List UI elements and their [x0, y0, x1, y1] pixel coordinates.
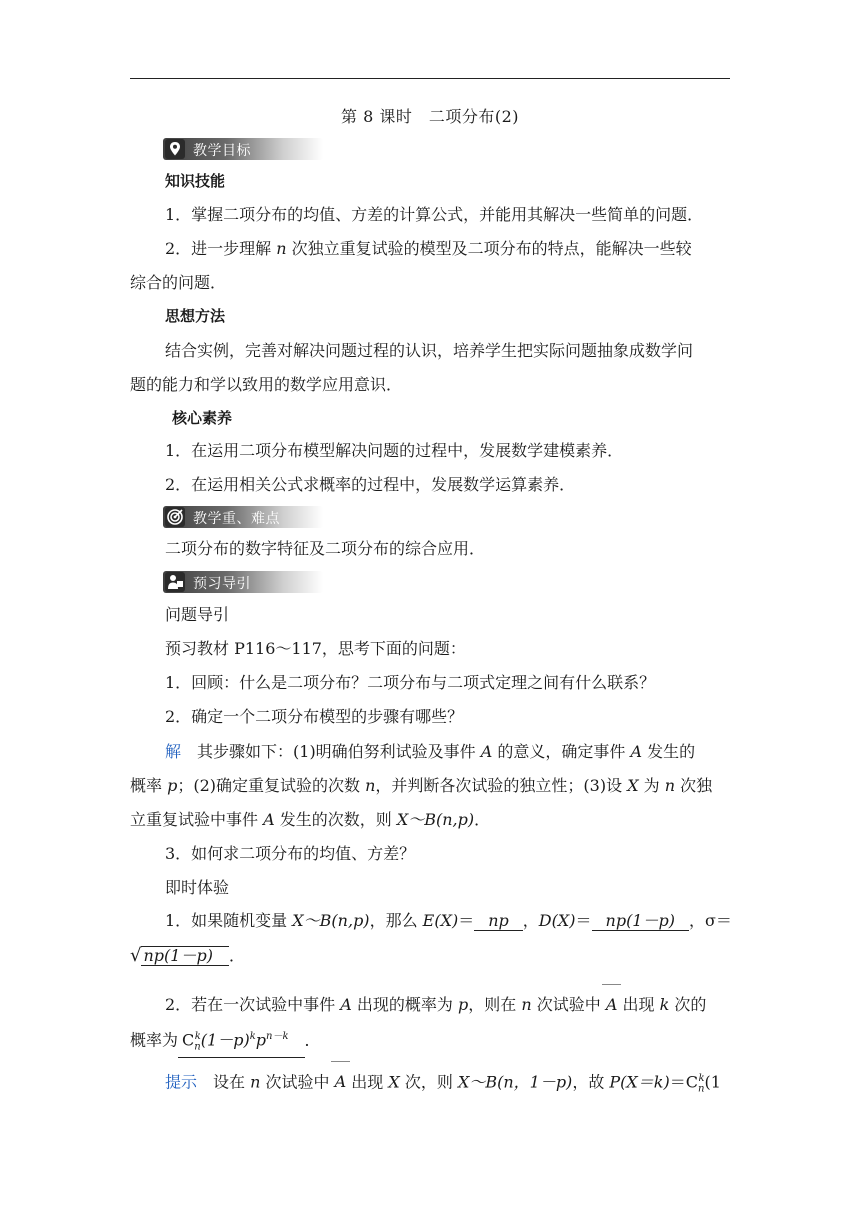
answer-line-2: 概率 p；(2)确定重复试验的次数 n，并判断各次试验的独立性；(3)设 X 为 n 次独 — [130, 776, 713, 795]
knowledge-item-2: 2．进一步理解 n 次独立重复试验的模型及二项分布的特点，能解决一些较 — [165, 239, 692, 258]
exercise-2-line-1: 2．若在一次试验中事件 A 出现的概率为 p，则在 n 次试验中 A 出现 k 次的 — [165, 995, 707, 1014]
heading-knowledge: 知识技能 — [165, 172, 226, 190]
answer-line-3: 立重复试验中事件 A 发生的次数，则 X～B(n,p)． — [130, 810, 491, 829]
instant-experience-title: 即时体验 — [165, 878, 230, 897]
badge-key-points — [163, 506, 323, 528]
question-2: 2．确定一个二项分布模型的步骤有哪些？ — [165, 707, 464, 726]
question-1: 1．回顾：什么是二项分布？二项分布与二项式定理之间有什么联系？ — [165, 673, 656, 692]
badge-label: 教学目标 — [193, 143, 251, 159]
blank-probability: $C_n^k(1-p)^kp^{n-k}$ — [178, 1028, 305, 1058]
knowledge-item-1: 1．掌握二项分布的均值、方差的计算公式，并能用其解决一些简单的问题． — [165, 205, 704, 224]
question-guide-title: 问题导引 — [165, 605, 230, 624]
question-3: 3．如何求二项分布的均值、方差？ — [165, 844, 416, 863]
hint-line: 提示 设在 n 次试验中 A 出现 X 次，则 X～B(n，1－p)，故 $P(X=k)=C_n^k(1$ — [165, 1072, 721, 1095]
heading-methods: 思想方法 — [165, 307, 226, 325]
exercise-1-line-2: √ np(1－p) ． — [130, 945, 245, 966]
badge-label: 预习导引 — [193, 576, 251, 592]
reading-person-icon — [165, 572, 185, 592]
blank-mean: np — [474, 912, 523, 931]
preview-intro: 预习教材 P116～117，思考下面的问题： — [165, 639, 466, 658]
header-rule — [130, 78, 730, 79]
blank-std-dev: np(1－p) — [141, 946, 228, 966]
a-complement: A — [605, 995, 618, 1014]
key-points-text: 二项分布的数字特征及二项分布的综合应用． — [165, 539, 486, 558]
core-item-2: 2．在运用相关公式求概率的过程中，发展数学运算素养． — [165, 475, 576, 494]
page-title: 第 8 课时 二项分布(2) — [340, 107, 520, 126]
methods-text-1: 结合实例，完善对解决问题过程的认识，培养学生把实际问题抽象成数学问 — [165, 341, 694, 360]
knowledge-item-2-cont: 综合的问题． — [130, 273, 227, 292]
hint-label: 提示 — [165, 1072, 198, 1092]
badge-teaching-goals — [163, 138, 323, 160]
answer-label: 解 — [165, 742, 182, 761]
badge-label: 教学重、难点 — [193, 511, 280, 527]
answer-line-1: 解 其步骤如下：(1)明确伯努利试验及事件 A 的意义，确定事件 A 发生的 — [165, 742, 696, 761]
core-item-1: 1．在运用二项分布模型解决问题的过程中，发展数学建模素养． — [165, 441, 624, 460]
methods-text-2: 题的能力和学以致用的数学应用意识． — [130, 375, 403, 394]
exercise-2-line-2: 概率为 $C_n^k(1-p)^kp^{n-k}$ ． — [130, 1028, 321, 1058]
badge-preview — [163, 571, 323, 593]
blank-variance: np(1－p) — [592, 912, 689, 931]
heading-core-literacy: 核心素养 — [172, 409, 233, 427]
a-complement: A — [334, 1072, 347, 1092]
location-pin-icon — [165, 139, 185, 159]
target-icon — [165, 507, 185, 527]
exercise-1-line-1: 1．如果随机变量 X～B(n,p)，那么 E(X)＝ np ，D(X)＝ np(1－p) ，σ＝ — [165, 911, 732, 930]
